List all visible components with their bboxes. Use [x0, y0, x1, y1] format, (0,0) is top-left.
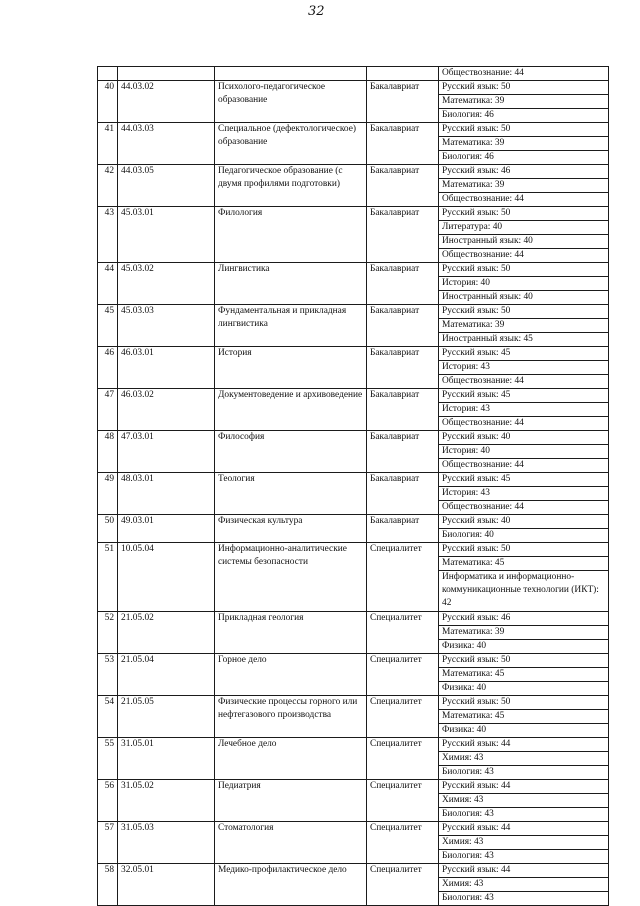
requirement-cell: Русский язык: 44 — [439, 737, 609, 751]
requirement-cell: Биология: 46 — [439, 151, 609, 165]
requirement-cell: Математика: 39 — [439, 319, 609, 333]
program-name-cell: Теология — [215, 473, 367, 515]
table-row — [98, 207, 609, 221]
education-level-cell: Специалитет — [367, 543, 439, 612]
program-code-cell: 31.05.01 — [118, 737, 215, 779]
program-name-cell: Специальное (дефектологическое) образование — [215, 123, 367, 165]
row-number-cell: 45 — [98, 305, 118, 347]
education-level-cell: Бакалавриат — [367, 165, 439, 207]
program-code-cell: 32.05.01 — [118, 863, 215, 905]
table-row — [98, 653, 609, 667]
table-row — [98, 543, 609, 557]
table-row — [98, 473, 609, 487]
row-number-cell: 50 — [98, 515, 118, 543]
table-row — [98, 611, 609, 625]
requirement-cell: Обществознание: 44 — [439, 375, 609, 389]
program-code-cell: 46.03.01 — [118, 347, 215, 389]
program-name-cell: Психолого-педагогическое образование — [215, 81, 367, 123]
program-code-cell: 21.05.05 — [118, 695, 215, 737]
requirement-cell: Обществознание: 44 — [439, 459, 609, 473]
program-name-cell: Документоведение и архивоведение — [215, 389, 367, 431]
requirement-cell: Химия: 43 — [439, 835, 609, 849]
program-name-cell: История — [215, 347, 367, 389]
education-level-cell: Бакалавриат — [367, 389, 439, 431]
row-number-cell: 44 — [98, 263, 118, 305]
requirement-cell: Биология: 40 — [439, 529, 609, 543]
education-level-cell: Специалитет — [367, 695, 439, 737]
education-level-cell: Специалитет — [367, 821, 439, 863]
table-row — [98, 515, 609, 529]
requirement-cell: Математика: 39 — [439, 95, 609, 109]
table-row — [98, 81, 609, 95]
requirement-cell: Русский язык: 40 — [439, 515, 609, 529]
program-code-cell: 46.03.02 — [118, 389, 215, 431]
requirement-cell: Русский язык: 50 — [439, 263, 609, 277]
requirement-cell: Русский язык: 46 — [439, 165, 609, 179]
requirement-cell: Русский язык: 45 — [439, 389, 609, 403]
row-number-cell: 49 — [98, 473, 118, 515]
requirement-cell: Обществознание: 44 — [439, 417, 609, 431]
row-number-cell — [98, 67, 118, 81]
education-level-cell: Бакалавриат — [367, 347, 439, 389]
row-number-cell: 43 — [98, 207, 118, 263]
education-level-cell: Бакалавриат — [367, 305, 439, 347]
requirement-cell: История: 40 — [439, 445, 609, 459]
requirement-cell: Математика: 39 — [439, 137, 609, 151]
row-number-cell: 54 — [98, 695, 118, 737]
program-name-cell: Лингвистика — [215, 263, 367, 305]
row-number-cell: 52 — [98, 611, 118, 653]
table-row-continuation — [98, 67, 609, 81]
requirement-cell: Обществознание: 44 — [439, 249, 609, 263]
requirement-cell: Биология: 43 — [439, 765, 609, 779]
education-level-cell — [367, 67, 439, 81]
program-name-cell: Педагогическое образование (с двумя профилями подготовки) — [215, 165, 367, 207]
program-code-cell: 49.03.01 — [118, 515, 215, 543]
program-name-cell: Физические процессы горного или нефтегазового производства — [215, 695, 367, 737]
program-code-cell: 48.03.01 — [118, 473, 215, 515]
program-code-cell: 45.03.01 — [118, 207, 215, 263]
row-number-cell: 40 — [98, 81, 118, 123]
education-level-cell: Специалитет — [367, 611, 439, 653]
row-number-cell: 58 — [98, 863, 118, 905]
requirement-cell: Иностранный язык: 40 — [439, 235, 609, 249]
table-body — [98, 67, 609, 906]
program-code-cell: 44.03.03 — [118, 123, 215, 165]
program-name-cell — [215, 67, 367, 81]
requirement-cell: Физика: 40 — [439, 681, 609, 695]
requirement-cell: Русский язык: 40 — [439, 431, 609, 445]
requirement-cell: Физика: 40 — [439, 723, 609, 737]
education-level-cell: Бакалавриат — [367, 263, 439, 305]
education-level-cell: Специалитет — [367, 863, 439, 905]
row-number-cell: 53 — [98, 653, 118, 695]
requirement-cell: Математика: 45 — [439, 667, 609, 681]
requirement-cell: Биология: 43 — [439, 849, 609, 863]
row-number-cell: 56 — [98, 779, 118, 821]
requirement-cell: История: 43 — [439, 403, 609, 417]
education-level-cell: Бакалавриат — [367, 431, 439, 473]
program-code-cell: 31.05.02 — [118, 779, 215, 821]
table-row — [98, 263, 609, 277]
education-level-cell: Бакалавриат — [367, 515, 439, 543]
table-row — [98, 431, 609, 445]
requirement-cell: Русский язык: 45 — [439, 473, 609, 487]
education-level-cell: Бакалавриат — [367, 123, 439, 165]
program-code-cell: 10.05.04 — [118, 543, 215, 612]
program-name-cell: Медико-профилактическое дело — [215, 863, 367, 905]
admission-table — [97, 66, 609, 906]
requirement-cell: Химия: 43 — [439, 751, 609, 765]
requirement-cell: Русский язык: 45 — [439, 347, 609, 361]
requirement-cell: Математика: 39 — [439, 625, 609, 639]
requirement-cell: Русский язык: 50 — [439, 653, 609, 667]
requirement-cell: Русский язык: 46 — [439, 611, 609, 625]
requirement-cell: Обществознание: 44 — [439, 67, 609, 81]
requirement-cell: Русский язык: 44 — [439, 863, 609, 877]
table-row — [98, 305, 609, 319]
program-name-cell: Информационно-аналитические системы безопасности — [215, 543, 367, 612]
requirement-cell: История: 43 — [439, 487, 609, 501]
program-name-cell: Лечебное дело — [215, 737, 367, 779]
table-row — [98, 821, 609, 835]
requirement-cell: Русский язык: 50 — [439, 695, 609, 709]
requirement-cell: Обществознание: 44 — [439, 501, 609, 515]
requirement-cell: Биология: 46 — [439, 109, 609, 123]
education-level-cell: Специалитет — [367, 737, 439, 779]
table-row — [98, 695, 609, 709]
education-level-cell: Бакалавриат — [367, 473, 439, 515]
program-name-cell: Философия — [215, 431, 367, 473]
requirement-cell: Биология: 43 — [439, 807, 609, 821]
requirement-cell: Биология: 43 — [439, 891, 609, 905]
education-level-cell: Специалитет — [367, 779, 439, 821]
table-row — [98, 123, 609, 137]
program-code-cell: 47.03.01 — [118, 431, 215, 473]
program-name-cell: Прикладная геология — [215, 611, 367, 653]
program-code-cell: 45.03.03 — [118, 305, 215, 347]
requirement-cell: Иностранный язык: 45 — [439, 333, 609, 347]
row-number-cell: 57 — [98, 821, 118, 863]
row-number-cell: 48 — [98, 431, 118, 473]
row-number-cell: 42 — [98, 165, 118, 207]
education-level-cell: Специалитет — [367, 653, 439, 695]
education-level-cell: Бакалавриат — [367, 81, 439, 123]
program-name-cell: Горное дело — [215, 653, 367, 695]
requirement-cell: Химия: 43 — [439, 877, 609, 891]
program-code-cell: 21.05.02 — [118, 611, 215, 653]
requirement-cell: Русский язык: 50 — [439, 123, 609, 137]
requirement-cell: Русский язык: 50 — [439, 543, 609, 557]
requirement-cell: Русский язык: 44 — [439, 779, 609, 793]
requirement-cell: Физика: 40 — [439, 639, 609, 653]
program-name-cell: Физическая культура — [215, 515, 367, 543]
requirement-cell: История: 40 — [439, 277, 609, 291]
program-code-cell: 44.03.05 — [118, 165, 215, 207]
row-number-cell: 55 — [98, 737, 118, 779]
program-code-cell: 21.05.04 — [118, 653, 215, 695]
program-name-cell: Педиатрия — [215, 779, 367, 821]
table-row — [98, 737, 609, 751]
requirement-cell: Математика: 45 — [439, 557, 609, 571]
requirement-cell: Обществознание: 44 — [439, 193, 609, 207]
program-name-cell: Стоматология — [215, 821, 367, 863]
row-number-cell: 46 — [98, 347, 118, 389]
row-number-cell: 41 — [98, 123, 118, 165]
program-code-cell: 31.05.03 — [118, 821, 215, 863]
requirement-cell: Русский язык: 50 — [439, 305, 609, 319]
requirement-cell: Русский язык: 50 — [439, 81, 609, 95]
education-level-cell: Бакалавриат — [367, 207, 439, 263]
table-row — [98, 347, 609, 361]
program-code-cell: 45.03.02 — [118, 263, 215, 305]
requirement-cell: Химия: 43 — [439, 793, 609, 807]
requirement-cell: Информатика и информационно-коммуникационные технологии (ИКТ): 42 — [439, 571, 609, 612]
requirement-cell: Русский язык: 44 — [439, 821, 609, 835]
program-code-cell — [118, 67, 215, 81]
program-code-cell: 44.03.02 — [118, 81, 215, 123]
row-number-cell: 51 — [98, 543, 118, 612]
table-row — [98, 165, 609, 179]
requirement-cell: Математика: 45 — [439, 709, 609, 723]
program-name-cell: Фундаментальная и прикладная лингвистика — [215, 305, 367, 347]
requirement-cell: Математика: 39 — [439, 179, 609, 193]
requirement-cell: Иностранный язык: 40 — [439, 291, 609, 305]
page-number: 32 — [308, 4, 325, 19]
program-name-cell: Филология — [215, 207, 367, 263]
requirement-cell: История: 43 — [439, 361, 609, 375]
table-row — [98, 863, 609, 877]
requirement-cell: Русский язык: 50 — [439, 207, 609, 221]
requirement-cell: Литература: 40 — [439, 221, 609, 235]
table-row — [98, 389, 609, 403]
table-row — [98, 779, 609, 793]
row-number-cell: 47 — [98, 389, 118, 431]
